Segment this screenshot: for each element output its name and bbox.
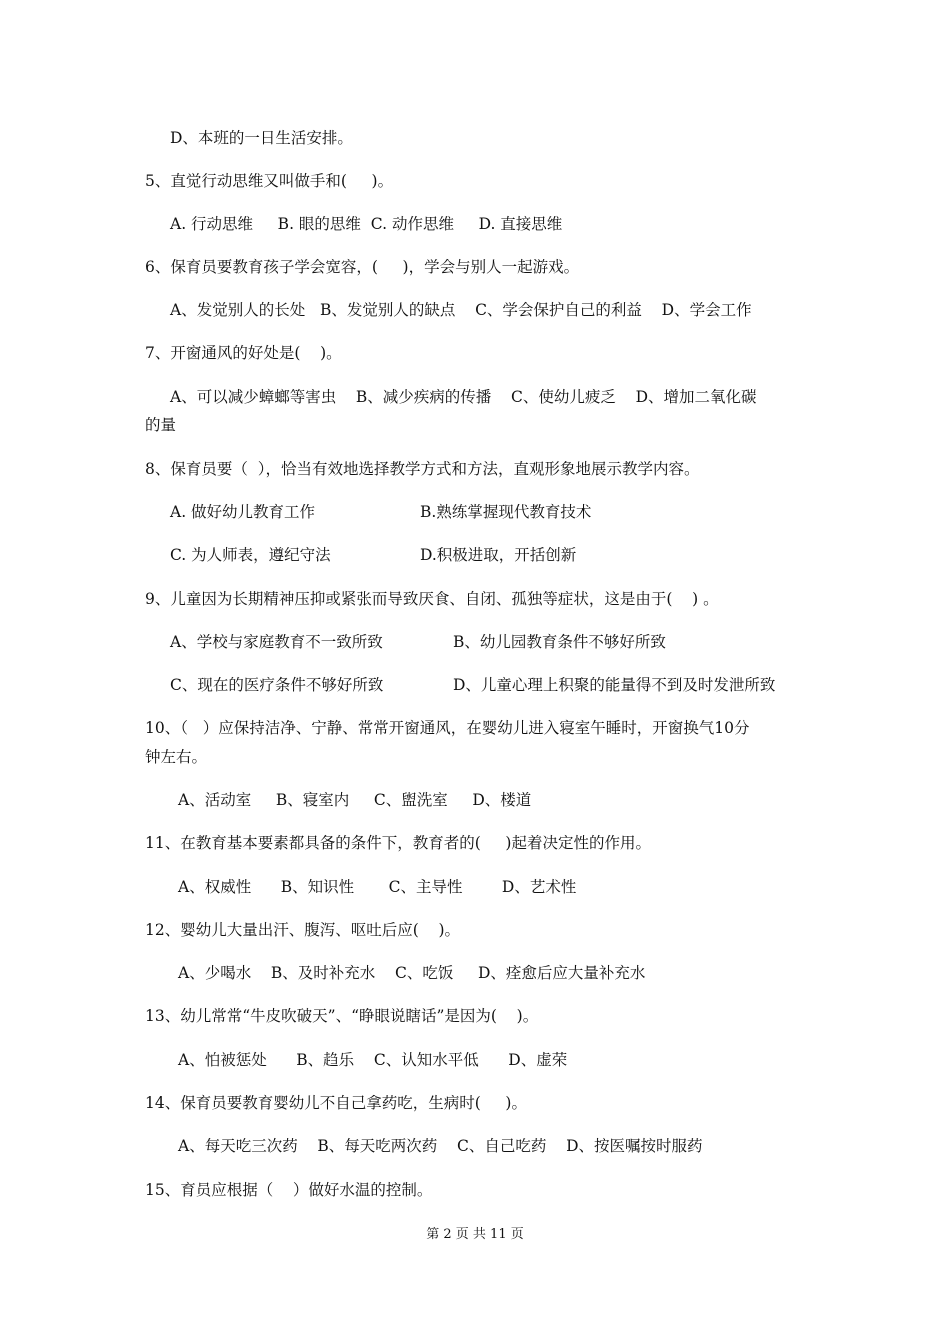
question-12: 12、婴幼儿大量出汗、腹泻、呕吐后应( )。 [145, 921, 461, 939]
option-8b: B.熟练掌握现代教育技术 [420, 503, 592, 521]
options-6: A、发觉别人的长处 B、发觉别人的缺点 C、学会保护自己的利益 D、学会工作 [170, 301, 752, 319]
options-10: A、活动室 B、寝室内 C、盥洗室 D、楼道 [178, 791, 532, 809]
question-8: 8、保育员要（ ），恰当有效地选择教学方式和方法，直观形象地展示教学内容。 [145, 460, 700, 478]
option-8a: A. 做好幼儿教育工作 [170, 503, 316, 521]
question-5: 5、直觉行动思维又叫做手和( )。 [145, 172, 394, 190]
options-14: A、每天吃三次药 B、每天吃两次药 C、自己吃药 D、按医嘱按时服药 [178, 1137, 703, 1155]
option-9a: A、学校与家庭教育不一致所致 [170, 633, 383, 651]
options-13: A、怕被惩处 B、趋乐 C、认知水平低 D、虚荣 [178, 1051, 568, 1069]
option-line: D、本班的一日生活安排。 [170, 129, 353, 147]
options-7: A、可以减少蟑螂等害虫 B、减少疾病的传播 C、使幼儿疲乏 D、增加二氧化碳 [170, 388, 757, 406]
question-7: 7、开窗通风的好处是( )。 [145, 344, 342, 362]
question-11: 11、在教育基本要素都具备的条件下，教育者的( )起着决定性的作用。 [145, 834, 651, 852]
question-14: 14、保育员要教育婴幼儿不自己拿药吃，生病时( )。 [145, 1094, 527, 1112]
question-15: 15、育员应根据（ ）做好水温的控制。 [145, 1181, 433, 1199]
option-9b: B、幼儿园教育条件不够好所致 [453, 633, 666, 651]
options-12: A、少喝水 B、及时补充水 C、吃饭 D、痊愈后应大量补充水 [178, 964, 646, 982]
page-footer: 第 2 页 共 11 页 [426, 1227, 524, 1242]
options-5: A. 行动思维 B. 眼的思维 C. 动作思维 D. 直接思维 [170, 215, 563, 233]
option-8c: C. 为人师表，遵纪守法 [170, 546, 331, 564]
question-6: 6、保育员要教育孩子学会宽容，( )，学会与别人一起游戏。 [145, 258, 580, 276]
question-10: 10、（ ）应保持洁净、宁静、常常开窗通风，在婴幼儿进入寝室午睡时，开窗换气10分 [145, 719, 750, 737]
option-9c: C、现在的医疗条件不够好所致 [170, 676, 384, 694]
option-8d: D.积极进取，开括创新 [420, 546, 577, 564]
question-10-continued: 钟左右。 [145, 748, 208, 766]
question-9: 9、儿童因为长期精神压抑或紧张而导致厌食、自闭、孤独等症状，这是由于( ) 。 [145, 590, 719, 608]
options-7-continued: 的量 [145, 416, 177, 434]
question-13: 13、幼儿常常“牛皮吹破天”、“睁眼说瞎话”是因为( )。 [145, 1007, 539, 1025]
options-11: A、权威性 B、知识性 C、主导性 D、艺术性 [178, 878, 577, 896]
option-9d: D、儿童心理上积聚的能量得不到及时发泄所致 [453, 676, 776, 694]
